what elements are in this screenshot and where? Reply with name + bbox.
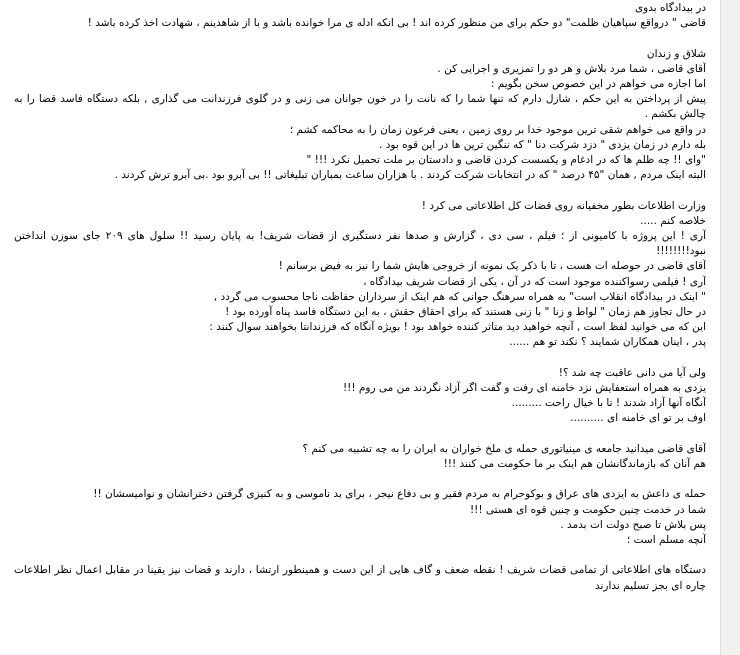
paragraph-gap (14, 427, 706, 442)
text-line: بله دارم در زمان یزدی " دزد شرکت دنا " که ننگین ترین ها در این قوه بود . (379, 138, 706, 151)
text-line: خلاصه کنم ..... (640, 214, 706, 227)
text-line: آنگاه آنها آزاد شدند ! تا با خیال راحت ......... (511, 397, 706, 410)
text-line: این که می خوانید لفظ است , آنچه خواهید دید متاثر کننده خواهد بود ! بویژه آنگاه که فرزندانتا بخواهند سوال کنند : (209, 321, 706, 334)
text-line: در بیدادگاه بدوی (634, 2, 706, 14)
text-line: آقای قاضی ، شما مرد بلاش و هر دو را تمزیری و اجرایی کن . (437, 62, 706, 75)
text-line: شلاق و زندان (646, 47, 706, 60)
paragraph-gap (14, 548, 706, 563)
text-line: پدر ، اینان همکاران شمایند ؟ نکند تو هم ...... (509, 336, 706, 349)
paragraph-gap (14, 351, 706, 366)
text-line: البته اینک مردم , همان "۴۵ درصد " که در انتخابات شرکت کردند . با هزاران ساعت بمباران تبلیغاتی !! بی آبرو بود .بی آبرو ترش کردند . (114, 169, 706, 182)
text-line: اوف بر تو ای خامنه ای .......... (570, 412, 706, 425)
text-line: در حال تجاوز هم زمان " لواط و زنا " با زنی هستند که برای احقاق حقش ، به این دستگاه فاسد پناه آورده بود ! (225, 306, 706, 319)
text-line: اما اجازه می خواهم در این خصوص سخن بگویم : (490, 78, 706, 90)
text-line: هم آنان که بازماندگانشان هم اینک بر ما حکومت می کنند !!! (443, 458, 706, 471)
text-line: آقای قاضی میدانید جامعه ی مینیاتوری حمله ی ملخ خواران به ایران را به چه تشبیه می کنم ؟ (302, 442, 706, 455)
paragraph-gap (14, 472, 706, 487)
text-line: قاضی " درواقع سپاهیان ظلمت" دو حکم برای من منظور کرده اند ! بی انکه ادله ی مرا خوانده باشد و با از شاهدینم ، شهادت اخذ کرده باشد ! (87, 17, 706, 30)
text-line: آقای قاضی در حوصله ات هست ، تا با ذکر یک نمونه از خروجی هایش شما را نیز به فیض برسانم ! (278, 260, 706, 273)
text-line: پیش از پرداختن به این حکم ، شازل دارم که تنها شما را که نانت را در خون جوانان می زنی و در گلوی فرزندانت می گذاری , بلکه دستگاه فاسد قضا را به چالش بکشم . (14, 93, 706, 121)
text-line: وزارت اطلاعات بطور مخفیانه روی قضات کل اطلاعاتی می کرد ! (421, 199, 706, 212)
paragraph-gap (14, 31, 706, 46)
text-line: یزدی به همراه استعفایش نزد خامنه ای رفت و گفت اگر آزاد نگردند من می روم !!! (342, 382, 706, 395)
paragraph-gap (14, 183, 706, 198)
vertical-scrollbar[interactable] (720, 0, 740, 655)
text-line: "وای !! چه ظلم ها که در ادغام و یکسست کردن قاضی و دادستان بر ملت تحمیل نکرد !!! " (306, 154, 706, 167)
text-line: در واقع می خواهم شقی ترین موجود خدا بر روی زمین ، یعنی فرعون زمان را به محاکمه کشم ؛ (289, 123, 706, 136)
text-line: " اینک در بیدادگاه انقلاب است" به همراه سرهنگ جوانی که هم اینک از سرداران حفاظت ناجا محسوب می گردد , (213, 290, 706, 303)
text-line: شما در خدمت چنین حکومت و چنین قوه ای هستی !!! (469, 503, 706, 516)
text-line: آری ! فیلمی رسواکننده موجود است که در آن ، یکی از قضات شریف بیدادگاه ، (363, 275, 706, 288)
text-line: حمله ی داعش به ایزدی های عراق و بوکوحرام به مردم فقیر و بی دفاع نیجر ، برای بد ناموسی و به کنیزی گرفتن دخترانشان و نوامیسشان !! (93, 488, 706, 501)
text-line: آنچه مسلم است ؛ (626, 534, 706, 547)
text-line: دستگاه های اطلاعاتی از تمامی قضات شریف ! نقطه ضعف و گاف هایی از این دست و همینطور ارتشا ، دارند و قضات نیز یقینا در مقابل اعمال نظر اطلاعات چاره ای بجز تسلیم ندارند (14, 564, 706, 592)
text-line: آری ! این پروژه با کامیونی از ؛ فیلم ، سی دی ، گزارش و صدها نفر دستگیری از قضات شریف! به پایان رسید !! سلول های ۲۰۹ جای سوزن انداختن نبود!!!!!!!! (14, 230, 706, 258)
document-body (14, 1, 706, 594)
text-line: پس بلاش تا صبح دولت ات بدمد . (560, 518, 706, 531)
text-line: ولی آیا می دانی عاقبت چه شد ؟! (558, 366, 706, 379)
